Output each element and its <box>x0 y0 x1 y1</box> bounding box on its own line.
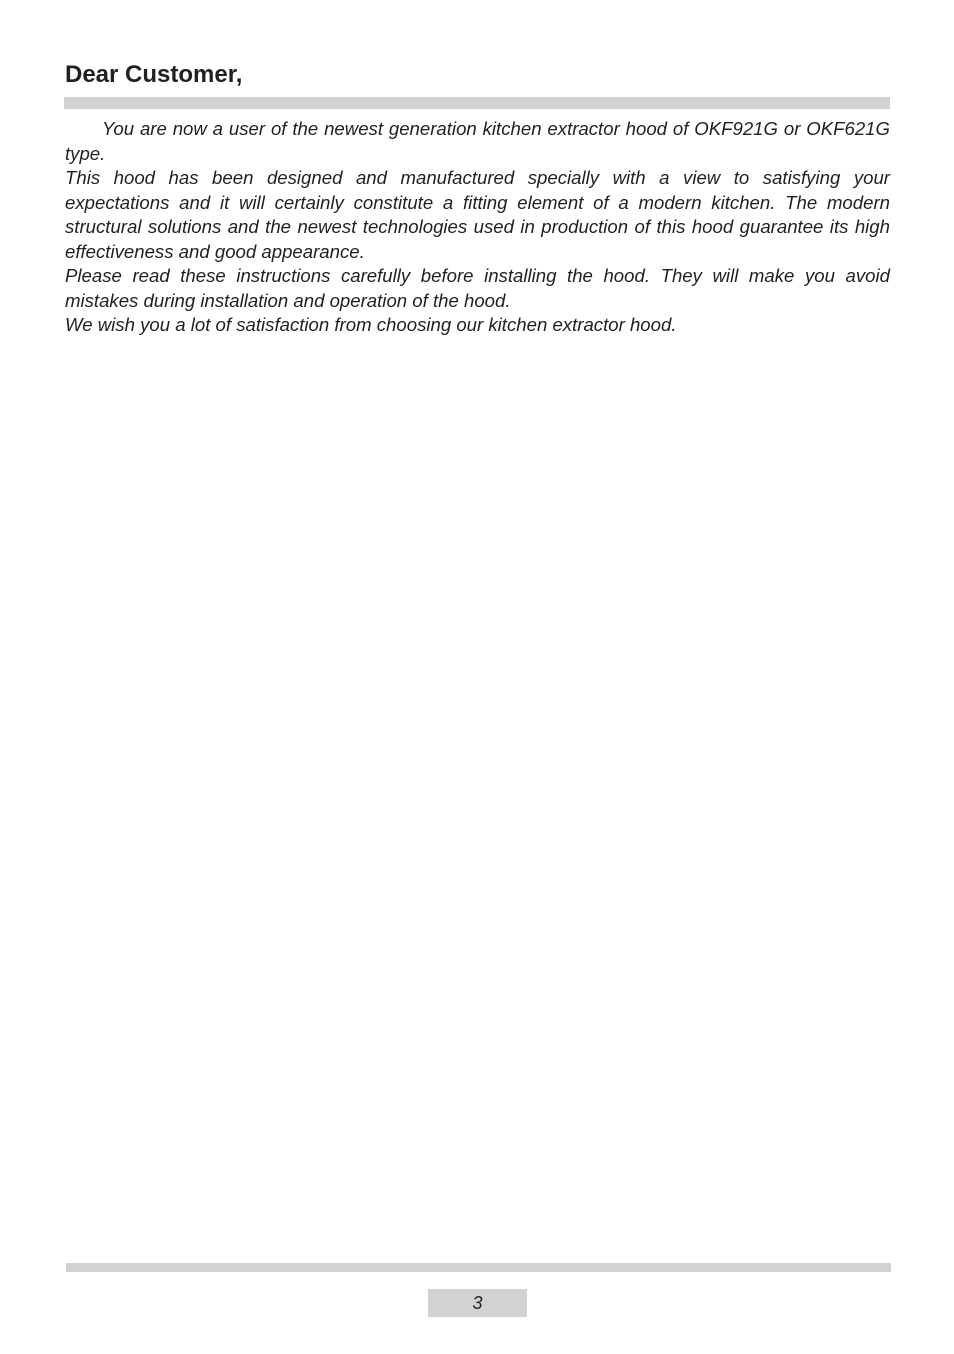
paragraph-instructions: Please read these instructions carefully before installing the hood. They will make you avoid mistakes during installation and operation of the hood. <box>65 265 890 311</box>
paragraph-design: This hood has been designed and manufactured specially with a view to satisfying your expectations and it will certainly constitute a fitting element of a modern kitchen. The modern structural solutions and the newest technologies used in production of this hood guarantee its high effectiveness and good appearance. <box>65 167 890 262</box>
intro-text <box>65 117 890 338</box>
bottom-divider <box>66 1263 891 1272</box>
page-heading: Dear Customer, <box>65 61 243 88</box>
top-divider <box>64 97 890 109</box>
paragraph-intro: You are now a user of the newest generation kitchen extractor hood of OKF921G or OKF621G type. <box>65 118 890 164</box>
page-number: 3 <box>428 1289 527 1317</box>
paragraph-wish: We wish you a lot of satisfaction from choosing our kitchen extractor hood. <box>65 314 677 335</box>
